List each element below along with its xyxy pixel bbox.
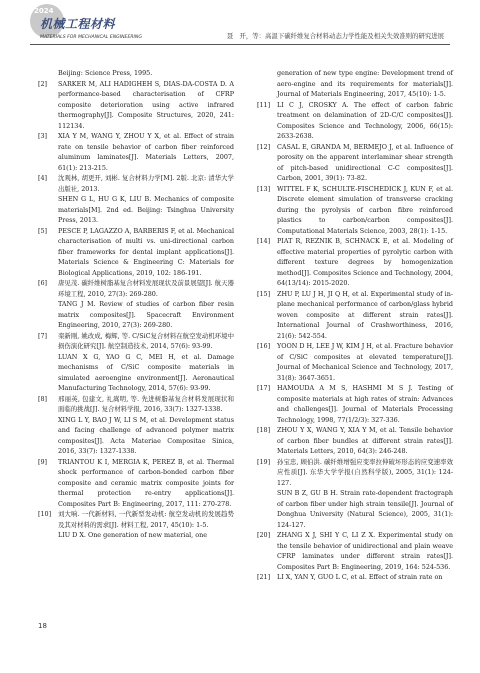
- reference-text: 唐见茂. 碳纤维树脂基复合材料发展现状及前景展望[J]. 航天器环境工程, 2010, 27(3): 269-280.: [58, 279, 234, 298]
- reference-item: [38, 79, 234, 132]
- reference-text: 栾新刚, 姚改成, 梅辉, 等. C/SiC复合材料在航空发动机环境中损伤演化研究[J]. 航空制造技术, 2014, 57(6): 93-99.: [58, 331, 234, 350]
- journal-year: 2024: [34, 7, 54, 15]
- header-divider: [30, 44, 450, 45]
- reference-number: [5]: [38, 226, 48, 235]
- running-title: 聂 开，等：高温下碳纤维复合材料动态力学性能及相关失效准则的研究进展: [226, 32, 444, 40]
- reference-item: [257, 530, 453, 572]
- reference-number: [16]: [257, 342, 271, 350]
- journal-title-cn: 机械工程材料: [40, 17, 116, 31]
- references-left-column: [38, 68, 234, 541]
- reference-text: 沈观林, 胡更开, 刘彬. 复合材料力学[M]. 2版. 北京: 清华大学出版社, 2013.: [58, 174, 234, 193]
- reference-item: [38, 173, 234, 194]
- reference-text: LI X, YAN Y, GUO L C, et al. Effect of strain rate on: [277, 573, 443, 581]
- reference-number: [6]: [38, 279, 48, 287]
- reference-item: [257, 184, 453, 237]
- reference-translation: XING L Y, BAO J W, LI S M, et al. Development status and facing challenge of advanced polymer matrix composites[J]. Acta Materiae Compositae Sinica, 2016, 33(7): 1327-1338.: [58, 415, 234, 455]
- reference-item: [257, 236, 453, 289]
- reference-text: YOON D H, LEE J W, KIM J H, et al. Fracture behavior of C/SiC composites at elevated temperature[J]. Journal of Mechanical Science and Technology, 2017, 31(8): 3647-3651.: [277, 342, 454, 382]
- reference-item: [257, 425, 453, 457]
- reference-text: PESCE P, LAGAZZO A, BARBERIS F, et al. Mechanical characterisation of multi vs. uni-directional carbon fiber frameworks for dental implant applications[J]. Materials Science & Engineering C: Materials for Biological Applications, 2019, 102: 186-191.: [58, 226, 234, 277]
- reference-item: [38, 394, 234, 415]
- reference-text: CASAL E, GRANDA M, BERMEJO J, et al. Influence of porosity on the apparent interlaminar shear strength of pitch-based unidirectional C-C composites[J]. Carbon, 2001, 39(1): 73-82.: [277, 142, 453, 182]
- reference-number: [19]: [257, 457, 271, 466]
- reference-text: 邢丽英, 包建文, 礼嵩明, 等. 先进树脂基复合材料发展现状和面临的挑战[J]. 复合材料学报, 2016, 33(7): 1327-1338.: [58, 394, 234, 413]
- reference-number: [8]: [38, 394, 48, 403]
- reference-item: [257, 383, 453, 425]
- reference-text: ZHU P, LU J H, JI Q H, et al. Experimental study of in-plane mechanical performance of carbon/glass hybrid woven composite at different strain rates[J]. International Journal of Crashworthiness, 2016, 21(6): 542-554.: [277, 289, 453, 340]
- reference-item: [257, 457, 453, 489]
- reference-number: [14]: [257, 237, 271, 245]
- reference-number: [11]: [257, 100, 271, 109]
- reference-translation: SHEN G L, HU G K, LIU B. Mechanics of composite materials[M]. 2nd ed. Beijing: Tsinghua University Press, 2013.: [58, 195, 234, 224]
- reference-text: WITTEL F K, SCHULTE-FISCHEDICK J, KUN F, et al. Discrete element simulation of transverse cracking during the pyrolysis of carbon fibre reinforced plastics to carbon/carbon composites[J]. Computational Materials Science, 2003, 28(1): 1-15.: [277, 184, 453, 235]
- reference-number: [18]: [257, 426, 271, 434]
- reference-item: [38, 331, 234, 352]
- reference-continuation: generation of new type engine: Development trend of aero-engine and its requirements for materials[J]. Journal of Materials Engineering, 2017, 45(10): 1-5.: [277, 69, 453, 98]
- reference-text: ZHANG X J, SHI Y C, LI Z X. Experimental study on the tensile behavior of unidirectional and plain weave CFRP laminates under different strain rates[J]. Composites Part B: Engineering, 2019, 164: 524-536.: [277, 531, 453, 571]
- reference-text: SARKER M, ALI HADIGHEH S, DIAS-DA-COSTA D. A performance-based characterisation of CFRP composite deterioration using active infrared thermography[J]. Composite Structures, 2020, 241: 112134.: [58, 79, 234, 130]
- reference-continuation: Beijing: Science Press, 1995.: [58, 69, 153, 77]
- reference-number: [3]: [38, 132, 48, 140]
- reference-text: ZHOU Y X, WANG Y, XIA Y M, et al. Tensile behavior of carbon fiber bundles at different strain rates[J]. Materials Letters, 2010, 64(3): 246-248.: [277, 426, 453, 455]
- reference-item: [257, 289, 453, 342]
- reference-item: [38, 226, 234, 279]
- reference-item: [257, 572, 453, 583]
- reference-number: [12]: [257, 142, 271, 151]
- reference-number: [21]: [257, 573, 271, 581]
- reference-number: [13]: [257, 184, 271, 193]
- reference-number: [20]: [257, 531, 271, 539]
- page-header: [0, 0, 480, 62]
- reference-number: [4]: [38, 174, 48, 182]
- references-right-column: [257, 68, 453, 583]
- reference-number: [15]: [257, 289, 271, 298]
- reference-text: TRIANTOU K I, MERGIA K, PEREZ B, et al. Thermal shock performance of carbon-bonded carbon fiber composite and ceramic matrix composite joints for thermal protection re-entry applications[J]. Composites Part B: Engineering, 2017, 111: 270-278.: [58, 457, 234, 508]
- reference-text: PIAT R, REZNIK B, SCHNACK E, et al. Modeling of effective material properties of pyrolytic carbon with different texture degrees by homogenization method[J]. Composites Science and Technology, 2004, 64(13/14): 2015-2020.: [277, 237, 453, 287]
- reference-translation: TANG J M. Review of studies of carbon fiber resin matrix composites[J]. Spacecraft Environment Engineering, 2010, 27(3): 269-280.: [58, 300, 234, 329]
- reference-item: [257, 142, 453, 184]
- journal-title-en: MATERIALS FOR MECHANICAL ENGINEERING: [40, 35, 142, 40]
- reference-item: [38, 278, 234, 299]
- reference-number: [7]: [38, 331, 48, 340]
- reference-item: [38, 509, 234, 530]
- reference-item: [38, 131, 234, 173]
- reference-item: [38, 457, 234, 510]
- reference-text: LI C J, CROSKY A. The effect of carbon fabric treatment on delamination of 2D-C/C composites[J]. Composites Science and Technology, 2006, 66(15): 2633-2638.: [277, 100, 453, 140]
- reference-translation: SUN B Z, GU B H. Strain rate-dependent fractograph of carbon fiber under high strain tensile[J]. Journal of Donghua University (Natural Science), 2005, 31(1): 124-127.: [277, 489, 453, 529]
- reference-number: [17]: [257, 384, 271, 392]
- reference-number: [9]: [38, 457, 48, 466]
- reference-translation: LIU D X. One generation of new material, one: [58, 531, 207, 539]
- reference-item: [257, 341, 453, 383]
- reference-item: [257, 100, 453, 142]
- reference-text: 刘大响. 一代新材料, 一代新型发动机: 航空发动机的发展趋势及其对材料的需求[J]. 材料工程, 2017, 45(10): 1-5.: [58, 510, 234, 529]
- reference-number: [10]: [38, 510, 52, 518]
- reference-text: XIA Y M, WANG Y, ZHOU Y X, et al. Effect of strain rate on tensile behavior of carbon fiber reinforced aluminum laminates[J]. Materials Letters, 2007, 61(1): 213-215.: [58, 132, 234, 172]
- reference-number: [2]: [38, 79, 48, 88]
- page-number: 18: [38, 622, 47, 630]
- reference-translation: LUAN X G, YAO G C, MEI H, et al. Damage mechanisms of C/SiC composite materials in simulated aeroengine environment[J]. Aeronautical Manufacturing Technology, 2014, 57(6): 93-99.: [58, 352, 234, 392]
- reference-text: 孙宝忠, 顾伯洪. 碳纤维增强应变率拉伸破坏形态的应变速率效应性质[J]. 东华大学学报(自然科学版), 2005, 31(1): 124-127.: [277, 457, 453, 487]
- reference-text: HAMOUDA A M S, HASHMI M S J. Testing of composite materials at high rates of strain: Advances and challenges[J]. Journal of Materials Processing Technology, 1998, 77(1/2/3): 327-336.: [277, 384, 453, 424]
